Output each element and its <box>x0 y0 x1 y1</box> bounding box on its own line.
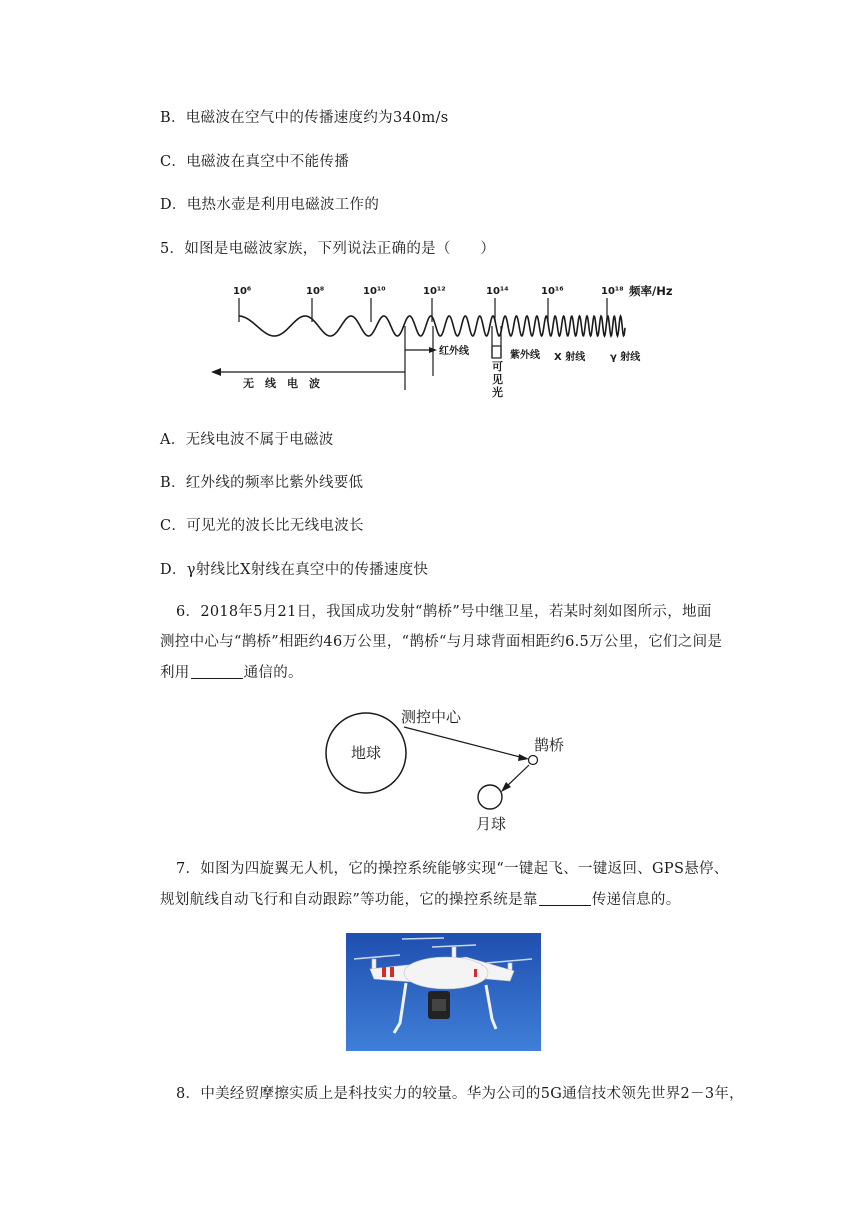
q5-option-b: B．红外线的频率比紫外线要低 <box>160 475 364 491</box>
freq-tick-1e14: 10¹⁴ <box>486 286 509 297</box>
q8-line-1: 8．中美经贸摩擦实质上是科技实力的较量。华为公司的5G通信技术领先世界2－3年， <box>176 1086 744 1102</box>
relay-satellite-icon <box>529 756 538 765</box>
earth-moon-relay-figure <box>320 702 580 837</box>
q6-line-2: 测控中心与“鹊桥”相距约46万公里，“鹊桥“与月球背面相距约6.5万公里，它们之间是 <box>160 634 723 650</box>
radio-wave-label: 无 线 电 波 <box>243 377 320 390</box>
visible-light-label-3: 光 <box>492 386 503 399</box>
visible-light-label-2: 见 <box>492 373 503 386</box>
q7-line-2-before: 规划航线自动飞行和自动跟踪”等功能，它的操控系统是靠 <box>160 892 538 908</box>
q4-option-d: D．电热水壶是利用电磁波工作的 <box>160 197 380 213</box>
q6-line-3-before: 利用 <box>160 665 190 681</box>
moon-circle <box>478 785 502 809</box>
freq-tick-1e10: 10¹⁰ <box>363 286 386 297</box>
relay-label: 鹊桥 <box>534 736 565 754</box>
q7-line-2 <box>160 888 681 909</box>
visible-light-label-1: 可 <box>492 360 503 373</box>
quadcopter-photo <box>346 933 541 1051</box>
q5-option-a: A．无线电波不属于电磁波 <box>160 432 334 448</box>
q6-answer-blank[interactable] <box>191 664 243 679</box>
q7-line-2-after: 传递信息的。 <box>591 892 681 908</box>
gamma-ray-label: γ 射线 <box>610 352 641 363</box>
freq-tick-1e16: 10¹⁶ <box>541 286 564 297</box>
freq-tick-1e18: 10¹⁸ <box>601 286 624 297</box>
q4-option-b: B．电磁波在空气中的传播速度约为340m/s <box>160 110 449 126</box>
q7-line-1: 7．如图为四旋翼无人机，它的操控系统能够实现“一键起飞、一键返回、GPS悬停、 <box>176 861 729 877</box>
q5-stem: 5．如图是电磁波家族，下列说法正确的是（ ） <box>160 241 496 257</box>
q6-line-3-after: 通信的。 <box>243 665 303 681</box>
freq-tick-1e8: 10⁸ <box>306 286 325 297</box>
q6-line-1: 6．2018年5月21日，我国成功发射“鹊桥”号中继卫星，若某时刻如图所示，地面 <box>176 604 712 620</box>
q4-option-c: C．电磁波在真空中不能传播 <box>160 154 349 170</box>
em-spectrum-figure <box>205 278 675 400</box>
q5-option-d: D．γ射线比X射线在真空中的传播速度快 <box>160 562 429 578</box>
freq-tick-1e6: 10⁶ <box>233 286 252 297</box>
freq-unit-label: 频率/Hz <box>629 284 673 298</box>
earth-label: 地球 <box>351 744 382 762</box>
xray-label: X 射线 <box>554 352 586 363</box>
q7-answer-blank[interactable] <box>539 891 591 906</box>
control-center-label: 测控中心 <box>401 708 462 726</box>
moon-label: 月球 <box>476 815 507 833</box>
q5-option-c: C．可见光的波长比无线电波长 <box>160 518 364 534</box>
ultraviolet-label: 紫外线 <box>510 350 540 361</box>
freq-tick-1e12: 10¹² <box>423 286 446 297</box>
infrared-label: 红外线 <box>439 346 469 357</box>
q6-line-3 <box>160 661 303 682</box>
